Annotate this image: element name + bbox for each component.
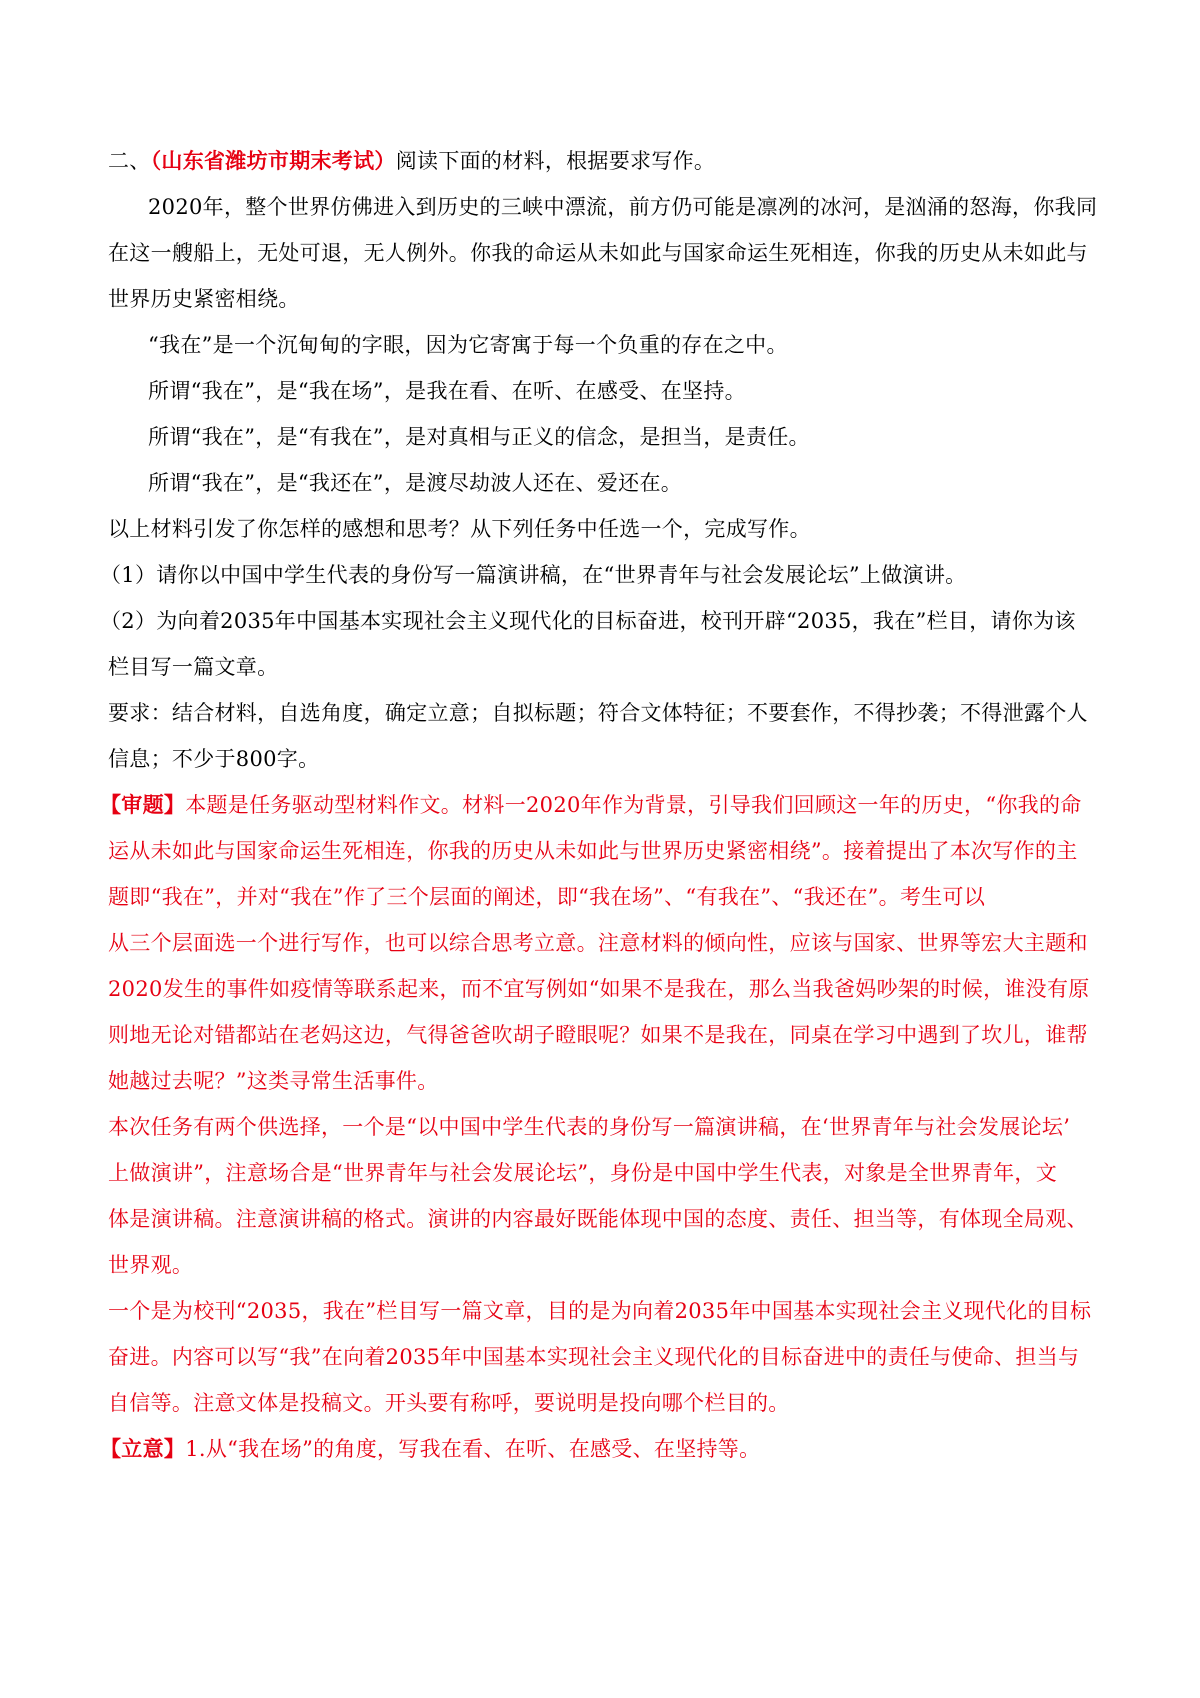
analysis-para1-line1 <box>100 790 1082 820</box>
material-para2: “我在”是一个沉甸甸的字眼，因为它寄寓于每一个负重的存在之中。 <box>148 333 788 357</box>
analysis-para1-line7: 她越过去呢？”这类寻常生活事件。 <box>108 1069 439 1093</box>
idea-label: 【立意】 <box>100 1436 186 1461</box>
material-para1-line2: 在这一艘船上，无处可退，无人例外。你我的命运从未如此与国家命运生死相连，你我的历史从未如此与 <box>108 241 1088 265</box>
analysis-text: 本题是任务驱动型材料作文。材料一2020年作为背景，引导我们回顾这一年的历史，“你我的命 <box>185 793 1082 817</box>
analysis-para1-line5: 2020发生的事件如疫情等联系起来，而不宜写例如“如果不是我在，那么当我爸妈吵架的时候，谁没有原 <box>108 977 1090 1001</box>
idea-text: 1.从“我在场”的角度，写我在看、在听、在感受、在坚持等。 <box>185 1437 761 1461</box>
writing-prompt: 以上材料引发了你怎样的感想和思考？从下列任务中任选一个，完成写作。 <box>108 517 811 541</box>
analysis-para1-line6: 则地无论对错都站在老妈这边，气得爸爸吹胡子瞪眼呢？如果不是我在，同桌在学习中遇到了坎儿，谁帮 <box>108 1023 1088 1047</box>
requirements-line2: 信息；不少于800字。 <box>108 747 320 771</box>
analysis-para1-line4: 从三个层面选一个进行写作，也可以综合思考立意。注意材料的倾向性，应该与国家、世界等宏大主题和 <box>108 931 1088 955</box>
analysis-label: 【审题】 <box>100 792 186 817</box>
material-para1-line1: 2020年，整个世界仿佛进入到历史的三峡中漂流，前方仍可能是凛冽的冰河，是汹涌的怒海，你我同 <box>148 195 1098 219</box>
task-2-line2: 栏目写一篇文章。 <box>108 655 279 679</box>
requirements-line1: 要求：结合材料，自选角度，确定立意；自拟标题；符合文体特征；不要套作，不得抄袭；不得泄露个人 <box>108 701 1088 725</box>
material-para1-line3: 世界历史紧密相绕。 <box>108 287 300 311</box>
analysis-para1-line3: 题即“我在”，并对“我在”作了三个层面的阐述，即“我在场”、“有我在”、“我还在”。考生可以 <box>108 885 986 909</box>
analysis-para2-line4: 世界观。 <box>108 1253 194 1277</box>
analysis-para3-line2: 奋进。内容可以写“我”在向着2035年中国基本实现社会主义现代化的目标奋进中的责任与使命、担当与 <box>108 1345 1080 1369</box>
task-2-line1: （2）为向着2035年中国基本实现社会主义现代化的目标奋进，校刊开辟“2035，我在”栏目，请你为该 <box>100 609 1076 633</box>
idea-line1 <box>100 1434 760 1464</box>
analysis-para3-line1: 一个是为校刊“2035，我在”栏目写一篇文章，目的是为向着2035年中国基本实现社会主义现代化的目标 <box>108 1299 1092 1323</box>
question-source: （山东省潍坊市期末考试） <box>150 148 396 173</box>
analysis-para2-line1: 本次任务有两个供选择，一个是“以中国中学生代表的身份写一篇演讲稿，在‘世界青年与社会发展论坛’ <box>108 1115 1071 1139</box>
analysis-para3-line3: 自信等。注意文体是投稿文。开头要有称呼，要说明是投向哪个栏目的。 <box>108 1391 790 1415</box>
analysis-para1-line2: 运从未如此与国家命运生死相连，你我的历史从未如此与世界历史紧密相绕”。接着提出了本次写作的主 <box>108 839 1078 863</box>
material-para5: 所谓“我在”，是“我还在”，是渡尽劫波人还在、爱还在。 <box>148 471 683 495</box>
question-heading <box>108 146 715 176</box>
material-para4: 所谓“我在”，是“有我在”，是对真相与正义的信念，是担当，是责任。 <box>148 425 810 449</box>
analysis-para2-line2: 上做演讲”，注意场合是“世界青年与社会发展论坛”，身份是中国中学生代表，对象是全世界青年，文 <box>108 1161 1058 1185</box>
question-number: 二、 <box>108 149 151 173</box>
question-instruction: 阅读下面的材料，根据要求写作。 <box>395 149 716 173</box>
analysis-para2-line3: 体是演讲稿。注意演讲稿的格式。演讲的内容最好既能体现中国的态度、责任、担当等，有体现全局观、 <box>108 1207 1088 1231</box>
task-1: （1）请你以中国中学生代表的身份写一篇演讲稿，在“世界青年与社会发展论坛”上做演讲。 <box>100 563 967 587</box>
material-para3: 所谓“我在”，是“我在场”，是我在看、在听、在感受、在坚持。 <box>148 379 746 403</box>
